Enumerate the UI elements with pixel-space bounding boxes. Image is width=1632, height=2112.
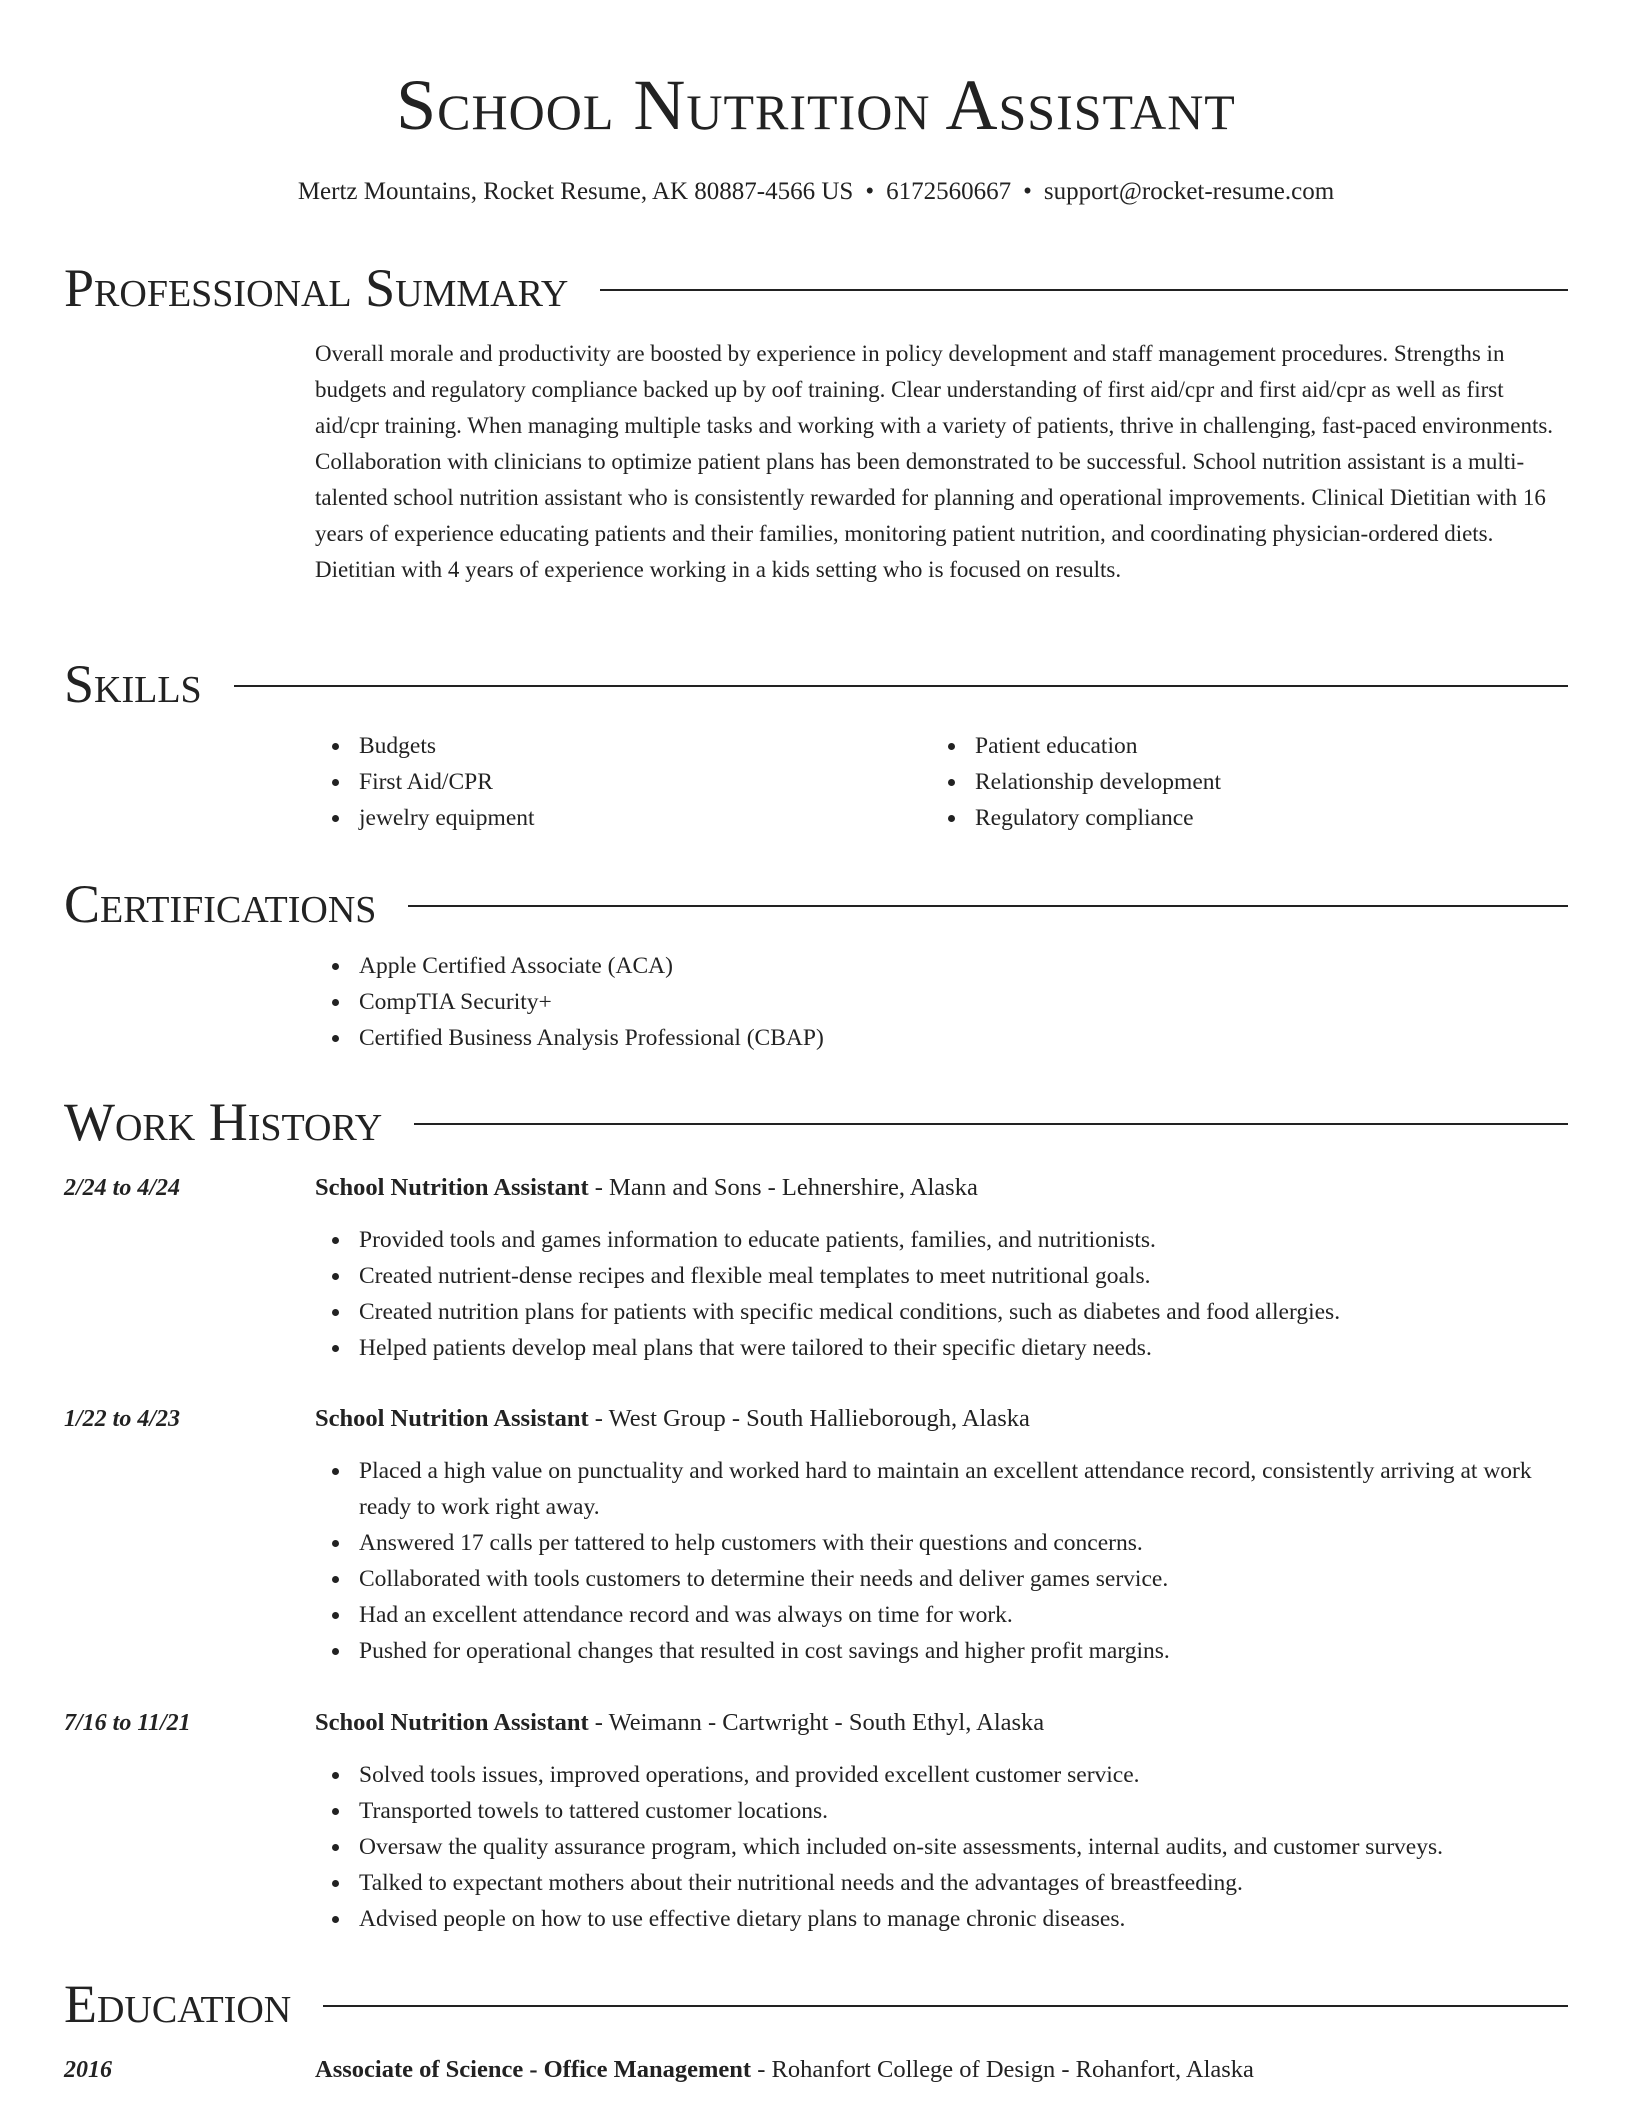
section-title: Skills <box>64 654 202 714</box>
skill-item: First Aid/CPR <box>315 764 915 800</box>
job-bullet: Collaborated with tools customers to determine their needs and deliver games service. <box>315 1561 1568 1597</box>
section-education <box>64 1972 1568 2083</box>
job-bullet: Helped patients develop meal plans that were tailored to their specific dietary needs. <box>315 1330 1568 1366</box>
section-skills <box>64 652 1568 831</box>
contact-separator: • <box>1023 178 1032 205</box>
job-bullet: Talked to expectant mothers about their nutritional needs and the advantages of breastfeeding. <box>315 1865 1568 1901</box>
job-bullet: Solved tools issues, improved operations, and provided excellent customer service. <box>315 1757 1568 1793</box>
job-heading <box>315 1170 978 1206</box>
job-bullet: Created nutrient-dense recipes and flexible meal templates to meet nutritional goals. <box>315 1258 1568 1294</box>
job-bullet: Provided tools and games information to educate patients, families, and nutritionists. <box>315 1222 1568 1258</box>
skill-item: Budgets <box>315 728 915 764</box>
contact-address: Mertz Mountains, Rocket Resume, AK 80887-4566 US <box>297 178 854 205</box>
skill-item: Relationship development <box>931 764 1568 800</box>
skill-item: Regulatory compliance <box>931 800 1568 836</box>
section-title: Work History <box>64 1092 383 1152</box>
job-details: - West Group - South Hallieborough, Alaska <box>588 1405 1030 1432</box>
skills-list-left <box>315 728 915 836</box>
section-divider <box>414 1123 1568 1125</box>
section-divider <box>408 905 1568 907</box>
job-role: School Nutrition Assistant <box>315 1174 589 1201</box>
education-details: - Rohanfort College of Design - Rohanfort, Alaska <box>751 2056 1254 2083</box>
job-dates: 7/16 to 11/21 <box>64 1710 191 1736</box>
section-header <box>64 1090 1568 1154</box>
job-bullet: Placed a high value on punctuality and worked hard to maintain an excellent attendance record, consistently arriving at work ready to work right away. <box>315 1453 1568 1525</box>
section-certifications <box>64 872 1568 1051</box>
section-title: Certifications <box>64 874 377 934</box>
skills-list-right <box>931 728 1568 836</box>
section-header <box>64 652 1568 716</box>
job-dates: 2/24 to 4/24 <box>64 1175 181 1201</box>
job-details: - Mann and Sons - Lehnershire, Alaska <box>588 1174 978 1201</box>
job-details: - Weimann - Cartwright - South Ethyl, Alaska <box>588 1709 1045 1736</box>
job-bullet: Had an excellent attendance record and was always on time for work. <box>315 1597 1568 1633</box>
contact-separator: • <box>865 178 875 205</box>
section-header <box>64 872 1568 936</box>
job-bullet: Answered 17 calls per tattered to help customers with their questions and concerns. <box>315 1525 1568 1561</box>
section-divider <box>600 289 1568 291</box>
contact-phone: 6172560667 <box>886 178 1012 205</box>
job-bullets <box>315 1757 1568 1937</box>
candidate-name: School Nutrition Assistant <box>396 65 1236 145</box>
section-professional-summary <box>64 256 1568 582</box>
section-work-history <box>64 1090 1568 1932</box>
certification-item: CompTIA Security+ <box>315 984 1568 1020</box>
contact-line <box>64 176 1568 208</box>
section-title: Professional Summary <box>64 258 569 318</box>
job-dates: 1/22 to 4/23 <box>64 1406 181 1432</box>
job-bullet: Created nutrition plans for patients with specific medical conditions, such as diabetes and food allergies. <box>315 1294 1568 1330</box>
job-bullet: Transported towels to tattered customer locations. <box>315 1793 1568 1829</box>
section-divider <box>323 2005 1568 2007</box>
education-year: 2016 <box>64 2057 112 2083</box>
job-bullet: Oversaw the quality assurance program, which included on-site assessments, internal audits, and customer surveys. <box>315 1829 1568 1865</box>
contact-email: support@rocket-resume.com <box>1043 178 1335 205</box>
job-bullet: Pushed for operational changes that resulted in cost savings and higher profit margins. <box>315 1633 1568 1669</box>
job-role: School Nutrition Assistant <box>315 1405 589 1432</box>
job-bullets <box>315 1222 1568 1366</box>
summary-text: Overall morale and productivity are boosted by experience in policy development and staff management procedures. Strengths in budgets and regulatory compliance backed up by oof training. Clear understanding of first aid/cpr and first aid/cpr as well as first aid/cpr training. When managing multiple tasks and working with a variety of patients, thrive in challenging, fast-paced environments. Collaboration with clinicians to optimize patient plans has been demonstrated to be successful. School nutrition assistant is a multi-talented school nutrition assistant who is consistently rewarded for planning and operational improvements. Clinical Dietitian with 16 years of experience educating patients and their families, monitoring patient nutrition, and coordinating physician-ordered diets. Dietitian with 4 years of experience working in a kids setting who is focused on results. <box>315 341 1554 582</box>
skill-item: jewelry equipment <box>315 800 915 836</box>
education-degree: Associate of Science - Office Management <box>315 2056 752 2083</box>
job-heading <box>315 1401 1030 1437</box>
job-heading <box>315 1705 1044 1741</box>
section-header <box>64 1972 1568 2036</box>
skill-item: Patient education <box>931 728 1568 764</box>
certifications-list <box>315 948 1568 1056</box>
job-role: School Nutrition Assistant <box>315 1709 589 1736</box>
job-bullets <box>315 1453 1568 1669</box>
education-heading <box>315 2052 1254 2088</box>
certification-item: Certified Business Analysis Professional (CBAP) <box>315 1020 1568 1056</box>
section-header <box>64 256 1568 320</box>
section-divider <box>234 685 1568 687</box>
job-bullet: Advised people on how to use effective dietary plans to manage chronic diseases. <box>315 1901 1568 1937</box>
section-title: Education <box>64 1974 292 2034</box>
certification-item: Apple Certified Associate (ACA) <box>315 948 1568 984</box>
